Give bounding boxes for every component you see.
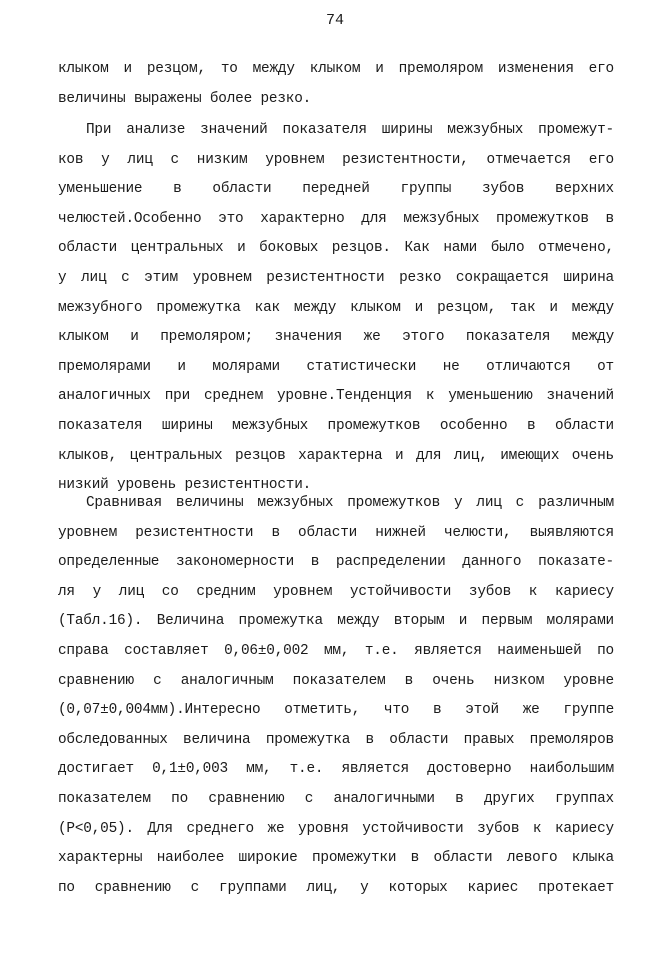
text-line: характерны наиболее широкие промежутки в области левого клыка xyxy=(58,850,614,867)
text-line: обследованных величина промежутка в области правых премоляров xyxy=(58,731,614,748)
text-line: показателя ширины межзубных промежутков особенно в области xyxy=(58,417,614,434)
text-line: межзубного промежутка как между клыком и резцом, так и между xyxy=(58,299,614,316)
text-line: При анализе значений показателя ширины межзубных промежут- xyxy=(86,122,614,138)
paragraph-continuation xyxy=(58,55,614,114)
text-line: уменьшение в области передней группы зубов верхних xyxy=(58,181,614,198)
paragraph-upper-jaw-analysis xyxy=(58,116,614,501)
text-line: челюстей.Особенно это характерно для межзубных промежутков в xyxy=(58,210,614,227)
page-number: 74 xyxy=(325,12,344,29)
text-line: по сравнению с группами лиц, у которых кариес протекает xyxy=(58,879,614,896)
text-line: клыков, центральных резцов характерна и для лиц, имеющих очень xyxy=(58,447,614,464)
text-line: ля у лиц со средним уровнем устойчивости зубов к кариесу xyxy=(58,583,614,600)
text-line: низкий уровень резистентности. xyxy=(58,477,312,494)
text-line: премолярами и молярами статистически не отличаются от xyxy=(58,358,614,375)
text-line: уровнем резистентности в области нижней челюсти, выявляются xyxy=(58,524,614,541)
text-line: (0,07±0,004мм).Интересно отметить, что в этой же группе xyxy=(58,702,614,719)
text-line: сравнению с аналогичным показателем в очень низком уровне xyxy=(58,672,614,689)
text-line: определенные закономерности в распределении данного показате- xyxy=(58,554,614,571)
text-line: Сравнивая величины межзубных промежутков у лиц с различным xyxy=(86,495,614,511)
text-line: величины выражены более резко. xyxy=(58,90,312,107)
paragraph-lower-jaw-comparison xyxy=(58,489,614,903)
text-line: у лиц с этим уровнем резистентности резко сокращается ширина xyxy=(58,269,614,286)
text-line: справа составляет 0,06±0,002 мм, т.е. является наименьшей по xyxy=(58,642,614,659)
text-line: клыком и премоляром; значения же этого показателя между xyxy=(58,329,614,346)
text-line: аналогичных при среднем уровне.Тенденция к уменьшению значений xyxy=(58,388,614,405)
text-line: ков у лиц с низким уровнем резистентности, отмечается его xyxy=(58,151,614,168)
text-line: (Р<0,05). Для среднего же уровня устойчивости зубов к кариесу xyxy=(58,820,614,837)
text-line: достигает 0,1±0,003 мм, т.е. является достоверно наибольшим xyxy=(58,761,614,778)
text-line: (Табл.16). Величина промежутка между вторым и первым молярами xyxy=(58,613,614,630)
text-line: клыком и резцом, то между клыком и премоляром изменения его xyxy=(58,61,614,77)
text-line: показателем по сравнению с аналогичными в других группах xyxy=(58,790,614,807)
text-line: области центральных и боковых резцов. Как нами было отмечено, xyxy=(58,240,614,257)
